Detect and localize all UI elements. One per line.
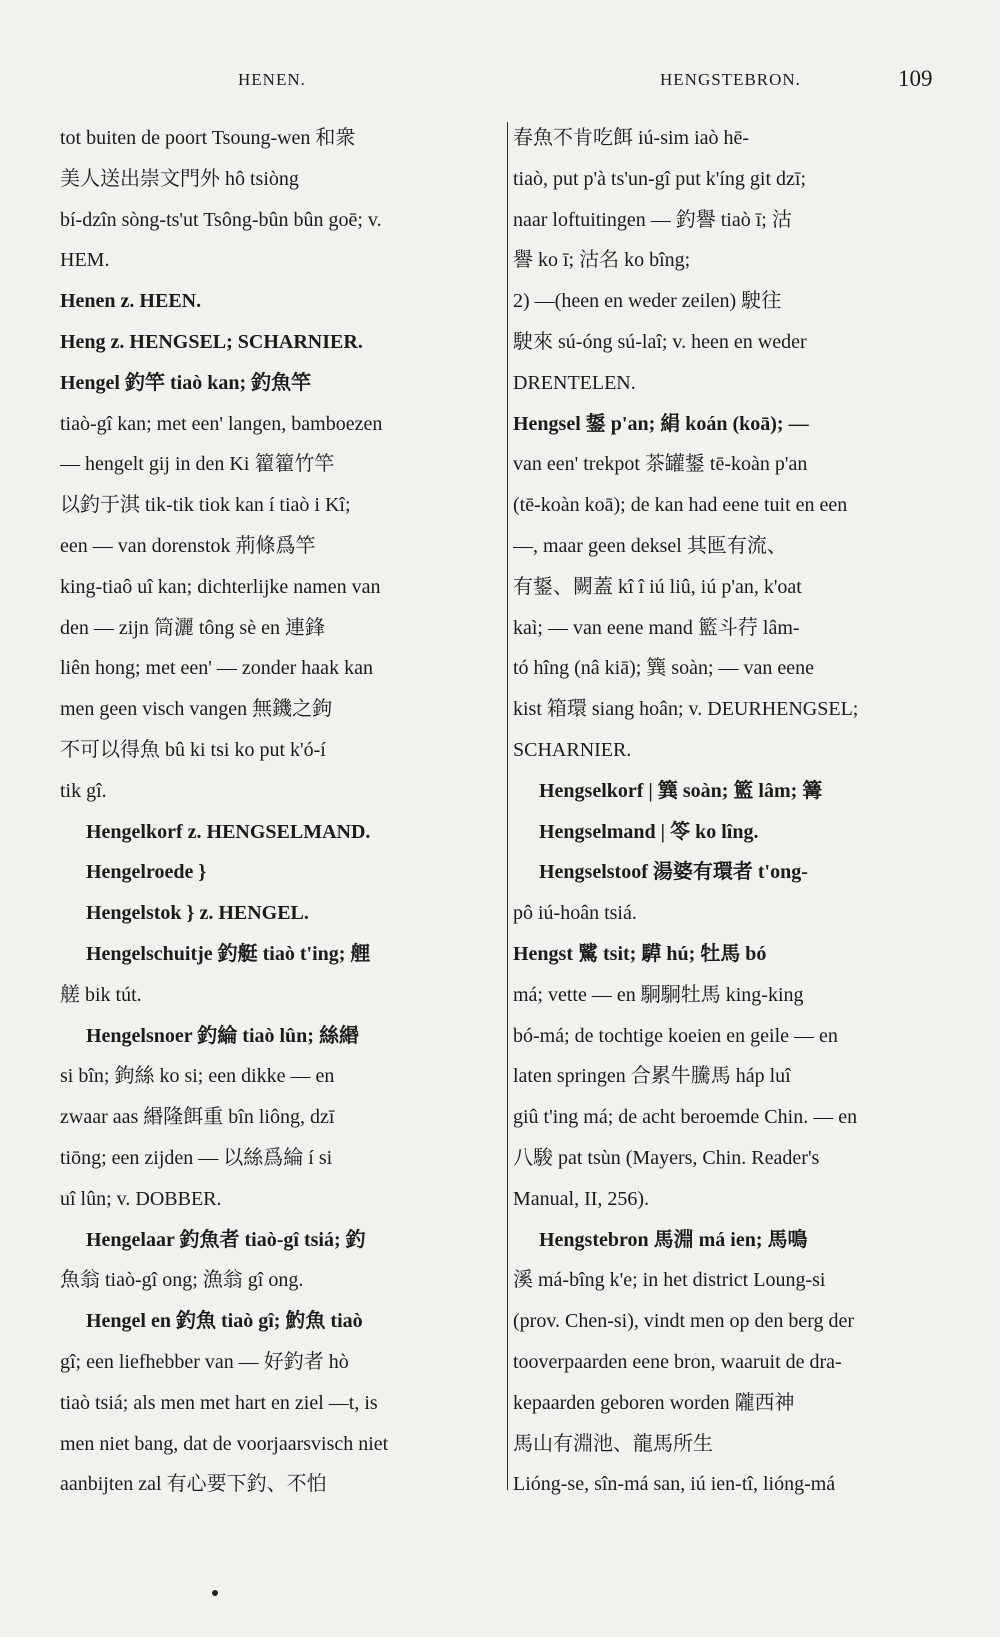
text-line: Hengelkorf z. HENGSELMAND. — [86, 820, 371, 843]
text-line: Hengselkorf | 簨 soàn; 籃 lâm; 篝 — [539, 779, 823, 802]
text-line: Hengelstok } z. HENGEL. — [86, 902, 309, 925]
text-line: men niet bang, dat de voorjaarsvisch niet — [60, 1432, 389, 1455]
text-line: kepaarden geboren worden 隴西神 — [513, 1391, 795, 1414]
text-line: tó hîng (nâ kiā); 簨 soàn; — van eene — [513, 657, 815, 680]
text-line: tiaò tsiá; als men met hart en ziel —t, is — [60, 1391, 378, 1414]
text-line: Hengelsnoer 釣綸 tiaò lûn; 絲緡 — [86, 1024, 359, 1047]
text-line: pô iú-hoân tsiá. — [513, 902, 637, 925]
text-line: gî; een liefhebber van — 好釣者 hò — [60, 1350, 349, 1373]
text-line: Henen z. HEEN. — [60, 290, 202, 313]
text-line: 馬山有淵池、龍馬所生 — [513, 1432, 713, 1455]
text-line: Hengselstoof 湯婆有環者 t'ong- — [539, 861, 808, 884]
text-line: naar loftuitingen — 釣譽 tiaò ī; 沽 — [513, 208, 792, 231]
text-line: Hengsel 鋬 p'an; 絹 koán (koā); — — [513, 412, 809, 435]
text-line: Hengel 釣竿 tiaò kan; 釣魚竿 — [60, 371, 312, 394]
text-line: tiōng; een zijden — 以絲爲綸 í si — [60, 1146, 333, 1169]
text-line: 美人送出崇文門外 hô tsiòng — [60, 167, 299, 190]
left-column — [60, 118, 492, 1505]
text-line: aanbijten zal 有心要下釣、不怕 — [60, 1473, 327, 1496]
text-line: 春魚不肯吃餌 iú-sim iaò hē- — [513, 127, 750, 149]
text-line: kist 箱環 siang hoân; v. DEURHENGSEL; — [513, 698, 859, 721]
text-line: 不可以得魚 bû ki tsi ko put k'ó-í — [60, 738, 326, 761]
text-line: den — zijn 筒灑 tông sè en 連鋒 — [60, 616, 325, 639]
text-line: 2) —(heen en weder zeilen) 駛往 — [513, 290, 782, 313]
text-line: tik gî. — [60, 779, 107, 802]
text-line: Hengelaar 釣魚者 tiaò-gî tsiá; 釣 — [86, 1228, 366, 1251]
text-line: giû t'ing má; de acht beroemde Chin. — en — [513, 1106, 858, 1129]
text-line: 有鋬、闕蓋 kî î iú liû, iú p'an, k'oat — [513, 575, 802, 598]
page-number: 109 — [898, 66, 933, 91]
text-line: — hengelt gij in den Ki 籊籊竹竿 — [60, 453, 335, 476]
text-line: king-tiaô uî kan; dichterlijke namen van — [60, 575, 381, 598]
text-line: (prov. Chen-si), vindt men op den berg der — [513, 1310, 855, 1333]
text-line: 駛來 sú-óng sú-laî; v. heen en weder — [513, 330, 807, 353]
text-line: een — van dorenstok 荊條爲竿 — [60, 534, 316, 557]
text-line: Lióng-se, sîn-má san, iú ien-tî, lióng-má — [513, 1473, 836, 1496]
text-line: tiaò, put p'à ts'un-gî put k'íng git dzī; — [513, 167, 807, 190]
running-header-right: HENGSTEBRON. — [660, 70, 801, 89]
text-line: Hengst 騭 tsit; 騲 hú; 牡馬 bó — [513, 942, 767, 965]
text-line: 譽 ko ī; 沽名 ko bîng; — [513, 249, 691, 272]
text-line: 魚翁 tiaò-gî ong; 漁翁 gî ong. — [60, 1269, 304, 1292]
text-line: men geen visch vangen 無鐖之鉤 — [60, 698, 333, 721]
text-line: liên hong; met een' — zonder haak kan — [60, 657, 373, 680]
text-line: má; vette — en 駉駉牡馬 king-king — [513, 983, 804, 1006]
text-line: Hengselmand | 笭 ko lîng. — [539, 820, 759, 843]
text-line: laten springen 合累牛騰馬 háp luî — [513, 1065, 791, 1088]
text-line: Hengelroede } — [86, 861, 207, 884]
text-line: tiaò-gî kan; met een' langen, bamboezen — [60, 412, 383, 435]
text-line: Hengstebron 馬淵 má ien; 馬鳴 — [539, 1228, 808, 1251]
text-line: tot buiten de poort Tsoung-wen 和衆 — [60, 127, 356, 149]
column-divider — [507, 122, 508, 1490]
text-line: Hengelschuitje 釣艇 tiaò t'ing; 艃 — [86, 942, 371, 965]
text-line: HEM. — [60, 249, 110, 272]
text-line: SCHARNIER. — [513, 738, 632, 761]
text-line: uî lûn; v. DOBBER. — [60, 1187, 222, 1210]
text-line: Hengel en 釣魚 tiaò gî; 魡魚 tiaò — [86, 1310, 363, 1333]
text-line: 艖 bik tút. — [60, 983, 142, 1006]
text-line: Manual, II, 256). — [513, 1187, 650, 1210]
bottom-mark — [212, 1590, 218, 1596]
text-line: DRENTELEN. — [513, 371, 636, 394]
text-line: 八駿 pat tsùn (Mayers, Chin. Reader's — [513, 1146, 820, 1169]
right-column — [513, 118, 941, 1505]
text-line: bó-má; de tochtige koeien en geile — en — [513, 1024, 838, 1047]
text-line: Heng z. HENGSEL; SCHARNIER. — [60, 330, 363, 353]
text-line: 溪 má-bîng k'e; in het district Loung-si — [513, 1269, 826, 1292]
text-line: bí-dzîn sòng-ts'ut Tsông-bûn bûn goē; v. — [60, 208, 382, 231]
text-line: —, maar geen deksel 其匜有流、 — [513, 534, 787, 557]
text-line: zwaar aas 緡隆餌重 bîn liông, dzī — [60, 1106, 335, 1129]
running-header-left: HENEN. — [238, 70, 306, 89]
text-line: kaì; — van eene mand 籃斗荇 lâm- — [513, 616, 800, 639]
text-line: (tē-koàn koā); de kan had eene tuit en een — [513, 494, 848, 517]
text-line: si bîn; 鉤絲 ko si; een dikke — en — [60, 1065, 335, 1088]
text-line: van een' trekpot 茶罐鋬 tē-koàn p'an — [513, 453, 808, 476]
text-line: tooverpaarden eene bron, waaruit de dra- — [513, 1350, 842, 1373]
text-line: 以釣于淇 tik-tik tiok kan í tiaò i Kî; — [60, 494, 351, 517]
